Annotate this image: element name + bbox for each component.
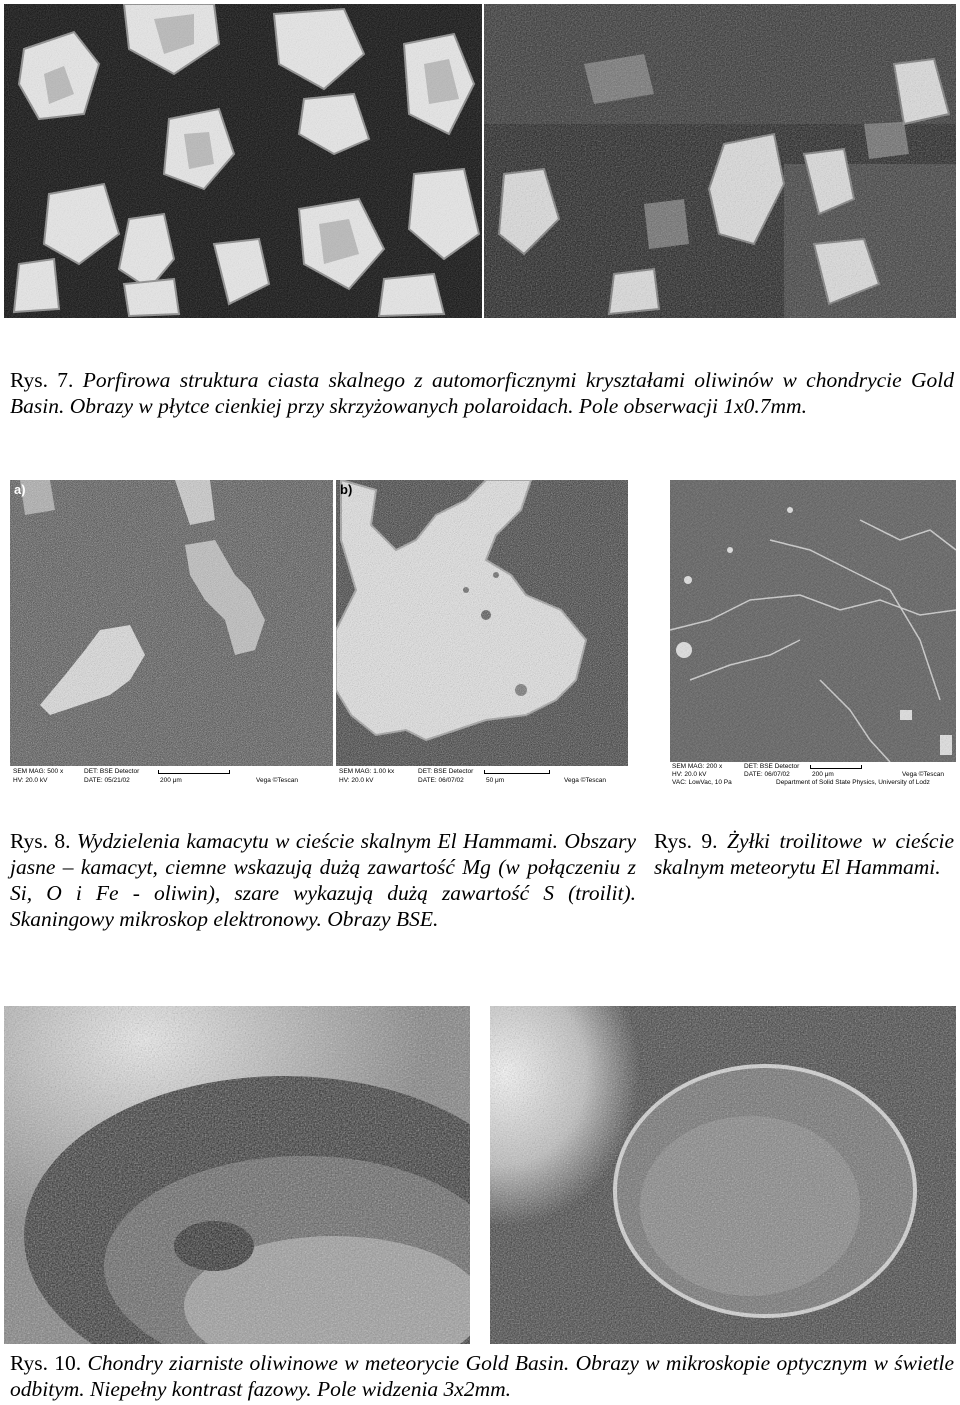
fig9-caption	[654, 828, 954, 880]
sem-det: DET: BSE Detector	[744, 763, 800, 770]
fig8-panel-b-tag: b)	[340, 482, 353, 497]
sem-scale: 200 μm	[812, 771, 834, 778]
sem-department: Department of Solid State Physics, University of Lodz	[776, 779, 930, 786]
sem-date: DATE: 05/21/02	[84, 777, 130, 784]
sem-brand: Vega ©Tescan	[902, 771, 945, 778]
fig10-image-right	[490, 1006, 956, 1344]
fig7-caption-text: Porfirowa struktura ciasta skalnego z automorficznymi kryształami oliwinów w chondrycie Gold Basin. Obrazy w płytce cienkiej przy skrzyżowanych polaroidach. Pole obserwacji 1x0.7mm.	[10, 368, 954, 418]
sem-det: DET: BSE Detector	[418, 768, 474, 775]
sem-scale: 200 μm	[160, 777, 182, 784]
sem-det: DET: BSE Detector	[84, 768, 140, 775]
sem-brand: Vega ©Tescan	[564, 777, 607, 784]
sem-scale-bar	[484, 770, 550, 774]
sem-vac: VAC: LowVac, 10 Pa	[672, 779, 732, 786]
fig8-panel-b-infobar	[336, 766, 628, 790]
fig7-caption	[10, 367, 954, 419]
fig9-caption-text: Żyłki troilitowe w cieście skalnym meteorytu El Hammami.	[654, 829, 954, 879]
sem-brand: Vega ©Tescan	[256, 777, 299, 784]
fig9-caption-label: Rys. 9.	[654, 829, 718, 853]
fig7-image-left	[4, 4, 482, 318]
sem-mag: SEM MAG: 500 x	[13, 768, 64, 775]
sem-date: DATE: 06/07/02	[418, 777, 464, 784]
sem-scale-bar	[810, 765, 862, 769]
sem-scale-bar	[158, 770, 230, 774]
fig7-image-right	[484, 4, 956, 318]
sem-scale: 50 μm	[486, 777, 505, 784]
sem-date: DATE: 06/07/02	[744, 771, 790, 778]
fig10-caption-text: Chondry ziarniste oliwinowe w meteorycie Gold Basin. Obrazy w mikroskopie optycznym w świetle odbitym. Niepełny kontrast fazowy. Pole widzenia 3x2mm.	[10, 1351, 954, 1401]
sem-hv: HV: 20.0 kV	[13, 777, 48, 784]
fig8-panel-b	[336, 480, 628, 790]
fig8-panel-a-tag: a)	[14, 482, 26, 497]
fig8-panel-a-infobar	[10, 766, 333, 790]
sem-mag: SEM MAG: 1.00 kx	[339, 768, 395, 775]
sem-hv: HV: 20.0 kV	[339, 777, 374, 784]
sem-hv: HV: 20.0 kV	[672, 771, 707, 778]
fig10-caption	[10, 1350, 954, 1402]
fig10-caption-label: Rys. 10.	[10, 1351, 82, 1375]
fig8-caption	[10, 828, 636, 932]
fig9-infobar	[670, 762, 956, 792]
fig8-caption-text: Wydzielenia kamacytu w cieście skalnym El Hammami. Obszary jasne – kamacyt, ciemne wskazują dużą zawartość Mg (w połączeniu z Si, O i Fe - oliwin), szare wykazują dużą zawartość S (troilit). Skaningowy mikroskop elektronowy. Obrazy BSE.	[10, 829, 637, 931]
sem-mag: SEM MAG: 200 x	[672, 763, 723, 770]
fig7-caption-label: Rys. 7.	[10, 368, 74, 392]
fig10-image-left	[4, 1006, 470, 1344]
fig9-image	[670, 480, 956, 792]
fig8-panel-a	[10, 480, 333, 790]
fig8-caption-label: Rys. 8.	[10, 829, 71, 853]
